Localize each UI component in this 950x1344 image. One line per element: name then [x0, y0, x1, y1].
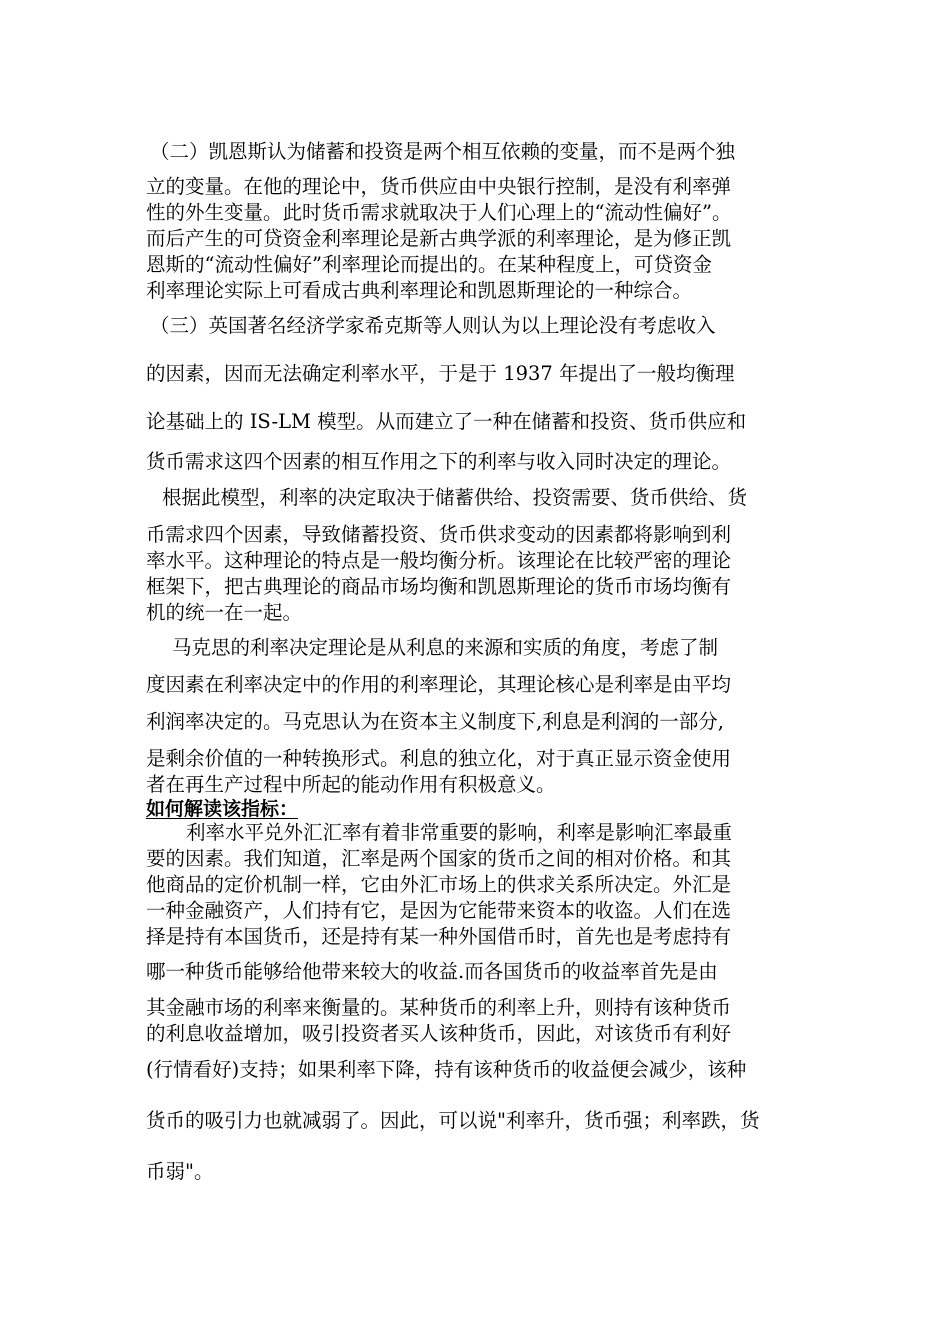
text-line: （三）英国著名经济学家希克斯等人则认为以上理论没有考虑收入: [150, 314, 716, 337]
text-line: 马克思的利率决定理论是从利息的来源和实质的角度，考虑了制: [172, 636, 719, 659]
section-heading: 如何解读该指标：: [146, 798, 299, 820]
text-line: 币弱"。: [146, 1160, 214, 1183]
text-line: 货币需求这四个因素的相互作用之下的利率与收入同时决定的理论。: [146, 450, 732, 473]
text-line: 性的外生变量。此时货币需求就取决于人们心理上的“流动性偏好”。: [146, 201, 732, 224]
text-line: 货币的吸引力也就减弱了。因此，可以说"利率升，货币强；利率跌，货: [146, 1109, 760, 1132]
text-line: 一种金融资产，人们持有它，是因为它能带来资本的收盗。人们在选: [146, 899, 732, 922]
text-line: 论基础上的 IS-LM 模型。从而建立了一种在储蓄和投资、货币供应和: [146, 410, 747, 433]
text-line: 利率理论实际上可看成古典利率理论和凯恩斯理论的一种综合。: [146, 279, 693, 302]
text-line: 币需求四个因素，导致储蓄投资、货币供求变动的因素都将影响到利: [146, 523, 732, 546]
text-line: 而后产生的可贷资金利率理论是新古典学派的利率理论，是为修正凯: [146, 227, 732, 250]
text-line: 的利息收益增加，吸引投资者买人该种货币，因此，对该货币有利好: [146, 1022, 732, 1045]
text-line: 恩斯的“流动性偏好”利率理论而提出的。在某种程度上，可贷资金: [146, 253, 712, 276]
text-line: 立的变量。在他的理论中，货币供应由中央银行控制，是没有利率弹: [146, 175, 732, 198]
text-line: 要的因素。我们知道，汇率是两个国家的货币之间的相对价格。和其: [146, 847, 732, 870]
text-line: 利润率决定的。马克思认为在资本主义制度下,利息是利润的一部分,: [146, 710, 724, 733]
text-line: 择是持有本国货币，还是持有某一种外国借币时，首先也是考虑持有: [146, 925, 732, 948]
text-line: 的因素，因而无法确定利率水平，于是于 1937 年提出了一般均衡理: [146, 362, 735, 385]
text-line: 哪一种货币能够给他带来较大的收益.而各国货币的收益率首先是由: [146, 960, 718, 983]
text-line: 利率水平兑外汇汇率有着非常重要的影响，利率是影响汇率最重: [186, 821, 733, 844]
text-line: 根据此模型，利率的决定取决于储蓄供给、投资需要、货币供给、货: [162, 486, 748, 509]
text-line: 度因素在利率决定中的作用的利率理论，其理论核心是利率是由平均: [146, 673, 732, 696]
text-line: (行情看好)支持；如果利率下降，持有该种货币的收益便会减少，该种: [146, 1058, 747, 1081]
text-line: 框架下，把古典理论的商品市场均衡和凯恩斯理论的货币市场均衡有: [146, 575, 732, 598]
text-line: 他商品的定价机制一样，它由外汇市场上的供求关系所决定。外汇是: [146, 873, 732, 896]
text-line: 者在再生产过程中所起的能动作用有积极意义。: [146, 773, 556, 796]
text-line: 率水平。这种理论的特点是一般均衡分析。该理论在比较严密的理论: [146, 549, 732, 572]
text-line: 是剩余价值的一种转换形式。利息的独立化，对于真正显示资金使用: [146, 747, 732, 770]
text-line: （二）凯恩斯认为储蓄和投资是两个相互依赖的变量，而不是两个独: [150, 140, 736, 163]
text-line: 机的统一在一起。: [146, 601, 303, 624]
text-line: 其金融市场的利率来衡量的。某种货币的利率上升，则持有该种货币: [146, 996, 732, 1019]
